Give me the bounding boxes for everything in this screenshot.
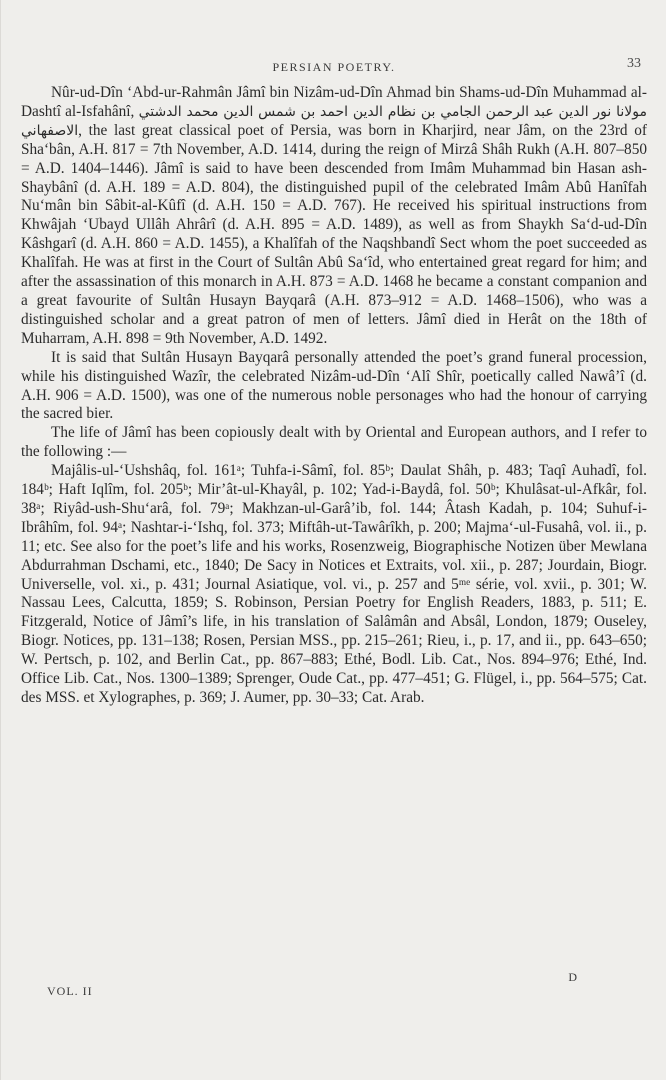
paragraph-jami-biography <box>21 84 647 349</box>
body-text <box>21 84 647 708</box>
signature-mark: D <box>568 970 577 984</box>
paragraph-sources-intro: The life of Jâmî has been copiously dealt with by Oriental and European authors, and I refer to the following :— <box>21 424 647 461</box>
paragraph-1-opening: Nûr-ud-Dîn ‘Abd-ur-Rahmân Jâmî bin Nizâm-ud-Dîn Ahmad bin Shams-ud-Dîn Muhammad al-Dashtî al-Isfahânî, <box>21 84 647 120</box>
paragraph-1-rest: , the last great classical poet of Persia, was born in Kharjird, near Jâm, on the 23rd of Sha‘bân, A.H. 817 = 7th November, A.D. 1414, during the reign of Mirzâ Shâh Rukh (A.H. 807–850 = A.D. 1404–1446). Jâmî is said to have been descended from Imâm Muhammad bin Hasan ash-Shaybânî (d. A.H. 189 = A.D. 804), the distinguished pupil of the celebrated Imâm Abû Hanîfah Nu‘mân bin Sâbit-al-Kûfî (d. A.H. 150 = A.D. 767). He received his spiritual instructions from Khwâjah ‘Ubayd Ullâh Ahrârî (d. A.H. 895 = A.D. 1489), as well as from Shaykh Sa‘d-ud-Dîn Kâshgarî (d. A.H. 860 = A.D. 1455), a Khalîfah of the Naqshbandî Sect whom the poet succeeded as Khalîfah. He was at first in the Court of Sultân Abû Sa‘îd, who entertained great regard for him; and after the assassination of this monarch in A.H. 873 = A.D. 1468 he became a constant companion and a great favourite of Sultân Husayn Bayqarâ (A.H. 873–912 = A.D. 1468–1506), who was a distinguished scholar and a great patron of men of letters. Jâmî died in Herât on the 18th of Muharram, A.H. 898 = 9th November, A.D. 1492. <box>21 121 647 347</box>
volume-marker: VOL. II <box>47 984 93 998</box>
paragraph-funeral: It is said that Sultân Husayn Bayqarâ personally attended the poet’s grand funeral procession, while his distinguished Wazîr, the celebrated Nizâm-ud-Dîn ‘Alî Shîr, poetically called Nawâ’î (d. A.H. 906 = A.D. 1500), was one of the numerous noble personages who had the honour of carrying the sacred bier. <box>21 348 647 423</box>
paragraph-references: Majâlis-ul-‘Ushshâq, fol. 161ᵃ; Tuhfa-i-Sâmî, fol. 85ᵇ; Daulat Shâh, p. 483; Taqî Auhadî, fol. 184ᵇ; Haft Iqlîm, fol. 205ᵇ; Mir’ât-ul-Khayâl, p. 102; Yad-i-Baydâ, fol. 50ᵇ; Khulâsat-ul-Afkâr, fol. 38ᵃ; Riyâd-ush-Shu‘arâ, fol. 79ᵃ; Makhzan-ul-Garâ’ib, fol. 144; Âtash Kadah, p. 104; Suhuf-i-Ibrâhîm, fol. 94ᵃ; Nashtar-i-‘Ishq, fol. 373; Miftâh-ut-Tawârîkh, p. 200; Majma‘-ul-Fusahâ, vol. ii., p. 11; etc. See also for the poet’s life and his works, Rosenzweig, Biographische Notizen über Mewlana Abdurrahman Dschami, etc., 1840; De Sacy in Notices et Extraits, vol. xii., p. 287; Jourdain, Biogr. Universelle, vol. xi., p. 431; Journal Asiatique, vol. vi., p. 257 and 5ᵐᵉ série, vol. xvii., p. 301; W. Nassau Lees, Calcutta, 1859; S. Robinson, Persian Poetry for English Readers, 1883, p. 511; E. Fitzgerald, Notice of Jâmî’s life, in his translation of Salâmân and Absâl, London, 1879; Ouseley, Biogr. Notices, pp. 131–138; Rosen, Persian MSS., pp. 215–261; Rieu, i., p. 17, and ii., pp. 643–650; W. Pertsch, p. 102, and Berlin Cat., pp. 867–883; Ethé, Bodl. Lib. Cat., Nos. 894–976; Ethé, Ind. Office Lib. Cat., Nos. 1300–1389; Sprenger, Oude Cat., pp. 477–451; G. Flügel, i., pp. 564–575; Cat. des MSS. et Xylographes, p. 369; J. Aumer, pp. 30–33; Cat. Arab. <box>21 462 647 706</box>
page-number: 33 <box>627 56 641 71</box>
persian-name: مولانا نور الدين عبد الرحمن الجامي بن نظام الدين احمد بن شمس الدين محمد الدشتي الاصفهاني <box>21 103 647 139</box>
running-head: PERSIAN POETRY. <box>272 60 396 74</box>
